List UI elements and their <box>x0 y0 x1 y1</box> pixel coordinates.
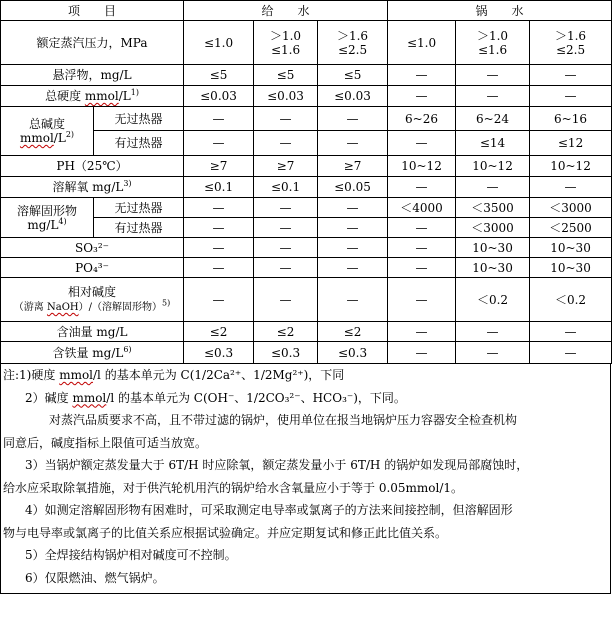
value-cell: — <box>254 278 318 322</box>
value-cell: — <box>388 322 456 342</box>
value-cell: ≤0.3 <box>184 342 254 364</box>
value-cell: — <box>254 258 318 278</box>
solids-no-superheater-row <box>1 198 612 218</box>
pressure-cell: ＞1.6 ≤2.5 <box>530 21 612 65</box>
value-cell: 10~30 <box>530 258 612 278</box>
value-cell: ＜2500 <box>530 218 612 238</box>
note-3-cont: 给水应采取除氧措施，对于供汽轮机用汽的锅炉给水含氧量应小于等于 0.05mmol/1。 <box>3 480 464 495</box>
value-cell: — <box>530 65 612 86</box>
value-cell: ＜0.2 <box>530 278 612 322</box>
suspended-solids-row <box>1 65 612 86</box>
note-2: 2）碱度 mmol/l 的基本单元为 C(OH⁻、1/2CO₃²⁻、HCO₃⁻)，下同。 <box>25 390 406 405</box>
row-label: SO₃²⁻ <box>1 238 184 258</box>
value-cell: — <box>530 322 612 342</box>
value-cell: ＜0.2 <box>456 278 530 322</box>
value-cell: 10~12 <box>530 156 612 177</box>
value-cell: — <box>456 177 530 198</box>
row-label: 相对碱度 （游离 NaOH）/（溶解固形物）$^{5)}$ <box>1 278 184 322</box>
value-cell: — <box>254 131 318 156</box>
value-cell: — <box>318 131 388 156</box>
footnotes <box>0 364 611 594</box>
value-cell: — <box>184 258 254 278</box>
oil-content-row <box>1 322 612 342</box>
value-cell: ≤0.03 <box>318 86 388 107</box>
value-cell: — <box>254 238 318 258</box>
value-cell: — <box>388 238 456 258</box>
value-cell: ≤14 <box>456 131 530 156</box>
value-cell: — <box>184 218 254 238</box>
value-cell: — <box>184 107 254 131</box>
pressure-row <box>1 21 612 65</box>
alkalinity-label: 总碱度 mmol/$L^{2)}$ <box>1 107 94 156</box>
value-cell: — <box>254 198 318 218</box>
pressure-cell: ≤1.0 <box>184 21 254 65</box>
value-cell: — <box>318 238 388 258</box>
note-4-cont: 物与电导率或氯离子的比值关系应根据试验确定。并应定期复试和修正此比值关系。 <box>3 525 448 540</box>
value-cell: ≤0.03 <box>254 86 318 107</box>
value-cell: 6~24 <box>456 107 530 131</box>
pressure-label: 额定蒸汽压力，MPa <box>1 21 184 65</box>
solids-label: 溶解固形物 $mg/L^{4)}$ <box>1 198 94 238</box>
note-2-detail: 对蒸汽品质要求不高，且不带过滤的锅炉，使用单位在报当地锅炉压力容器安全检查机构 <box>49 413 518 427</box>
value-cell: — <box>456 342 530 364</box>
header-row <box>1 1 612 21</box>
value-cell: — <box>318 107 388 131</box>
value-cell: ≤2 <box>254 322 318 342</box>
value-cell: 10~30 <box>456 258 530 278</box>
row-label: 含铁量 $mg/L^{6)}$ <box>1 342 184 364</box>
dissolved-oxygen-row <box>1 177 612 198</box>
value-cell: — <box>530 177 612 198</box>
value-cell: ≤0.05 <box>318 177 388 198</box>
pressure-cell: ＞1.0 ≤1.6 <box>456 21 530 65</box>
value-cell: ≥7 <box>254 156 318 177</box>
value-cell: — <box>530 86 612 107</box>
note-6: 6）仅限燃油、燃气锅炉。 <box>25 570 165 585</box>
value-cell: — <box>388 131 456 156</box>
value-cell: — <box>254 107 318 131</box>
row-label: PO₄³⁻ <box>1 258 184 278</box>
sulfite-row <box>1 238 612 258</box>
value-cell: 10~30 <box>456 238 530 258</box>
value-cell: — <box>318 258 388 278</box>
value-cell: — <box>388 218 456 238</box>
value-cell: — <box>388 177 456 198</box>
value-cell: 10~12 <box>456 156 530 177</box>
header-boiler-water: 锅 水 <box>388 1 612 21</box>
relative-alkalinity-row <box>1 278 612 322</box>
value-cell: ≤2 <box>184 322 254 342</box>
value-cell: ≤12 <box>530 131 612 156</box>
sub-label: 有过热器 <box>94 131 184 156</box>
phosphate-row <box>1 258 612 278</box>
value-cell: — <box>184 238 254 258</box>
value-cell: — <box>530 342 612 364</box>
value-cell: — <box>388 258 456 278</box>
value-cell: ≤0.1 <box>184 177 254 198</box>
pressure-cell: ＞1.6 ≤2.5 <box>318 21 388 65</box>
value-cell: ≤0.03 <box>184 86 254 107</box>
value-cell: 10~12 <box>388 156 456 177</box>
row-label: 悬浮物，mg/L <box>1 65 184 86</box>
value-cell: — <box>254 218 318 238</box>
value-cell: ≤0.1 <box>254 177 318 198</box>
value-cell: ＜4000 <box>388 198 456 218</box>
row-label: 含油量 mg/L <box>1 322 184 342</box>
value-cell: — <box>388 86 456 107</box>
value-cell: — <box>456 65 530 86</box>
value-cell: — <box>388 65 456 86</box>
value-cell: 10~30 <box>530 238 612 258</box>
iron-content-row <box>1 342 612 364</box>
sub-label: 无过热器 <box>94 198 184 218</box>
alkalinity-no-superheater-row <box>1 107 612 131</box>
row-label: 溶解氧 $mg/L^{3)}$ <box>1 177 184 198</box>
value-cell: ≤0.3 <box>254 342 318 364</box>
value-cell: ＜3000 <box>530 198 612 218</box>
pressure-cell: ＞1.0 ≤1.6 <box>254 21 318 65</box>
value-cell: — <box>456 322 530 342</box>
row-label: 总硬度 mmol/$L^{1)}$ <box>1 86 184 107</box>
note-2-detail-cont: 同意后，碱度指标上限值可适当放宽。 <box>3 435 208 450</box>
value-cell: ≤5 <box>254 65 318 86</box>
sub-label: 有过热器 <box>94 218 184 238</box>
header-item: 项 目 <box>1 1 184 21</box>
value-cell: ≤0.3 <box>318 342 388 364</box>
pressure-cell: ≤1.0 <box>388 21 456 65</box>
note-3: 3）当锅炉额定蒸发量大于 6T/H 时应除氧，额定蒸发量小于 6T/H 的锅炉如发现局部腐蚀时， <box>25 458 529 472</box>
value-cell: ≤5 <box>318 65 388 86</box>
value-cell: 6~16 <box>530 107 612 131</box>
value-cell: — <box>184 198 254 218</box>
value-cell: — <box>184 278 254 322</box>
value-cell: ＜3000 <box>456 218 530 238</box>
value-cell: ≤5 <box>184 65 254 86</box>
value-cell: — <box>456 86 530 107</box>
value-cell: ≥7 <box>184 156 254 177</box>
note-5: 5）全焊接结构锅炉相对碱度可不控制。 <box>25 548 237 562</box>
hardness-row <box>1 86 612 107</box>
note-1: 注:1)硬度 mmol/l 的基本单元为 C(1/2Ca²⁺、1/2Mg²⁺)，下同 <box>3 368 345 382</box>
value-cell: ≥7 <box>318 156 388 177</box>
value-cell: 6~26 <box>388 107 456 131</box>
value-cell: — <box>318 278 388 322</box>
value-cell: ＜3500 <box>456 198 530 218</box>
value-cell: — <box>388 278 456 322</box>
row-label: PH（25℃） <box>1 156 184 177</box>
sub-label: 无过热器 <box>94 107 184 131</box>
value-cell: — <box>318 218 388 238</box>
value-cell: — <box>184 131 254 156</box>
value-cell: — <box>388 342 456 364</box>
ph-row <box>1 156 612 177</box>
header-feed-water: 给 水 <box>184 1 388 21</box>
value-cell: — <box>318 198 388 218</box>
note-4: 4）如测定溶解固形物有困难时，可采取测定电导率或氯离子的方法来间接控制，但溶解固形 <box>25 503 513 517</box>
value-cell: ≤2 <box>318 322 388 342</box>
